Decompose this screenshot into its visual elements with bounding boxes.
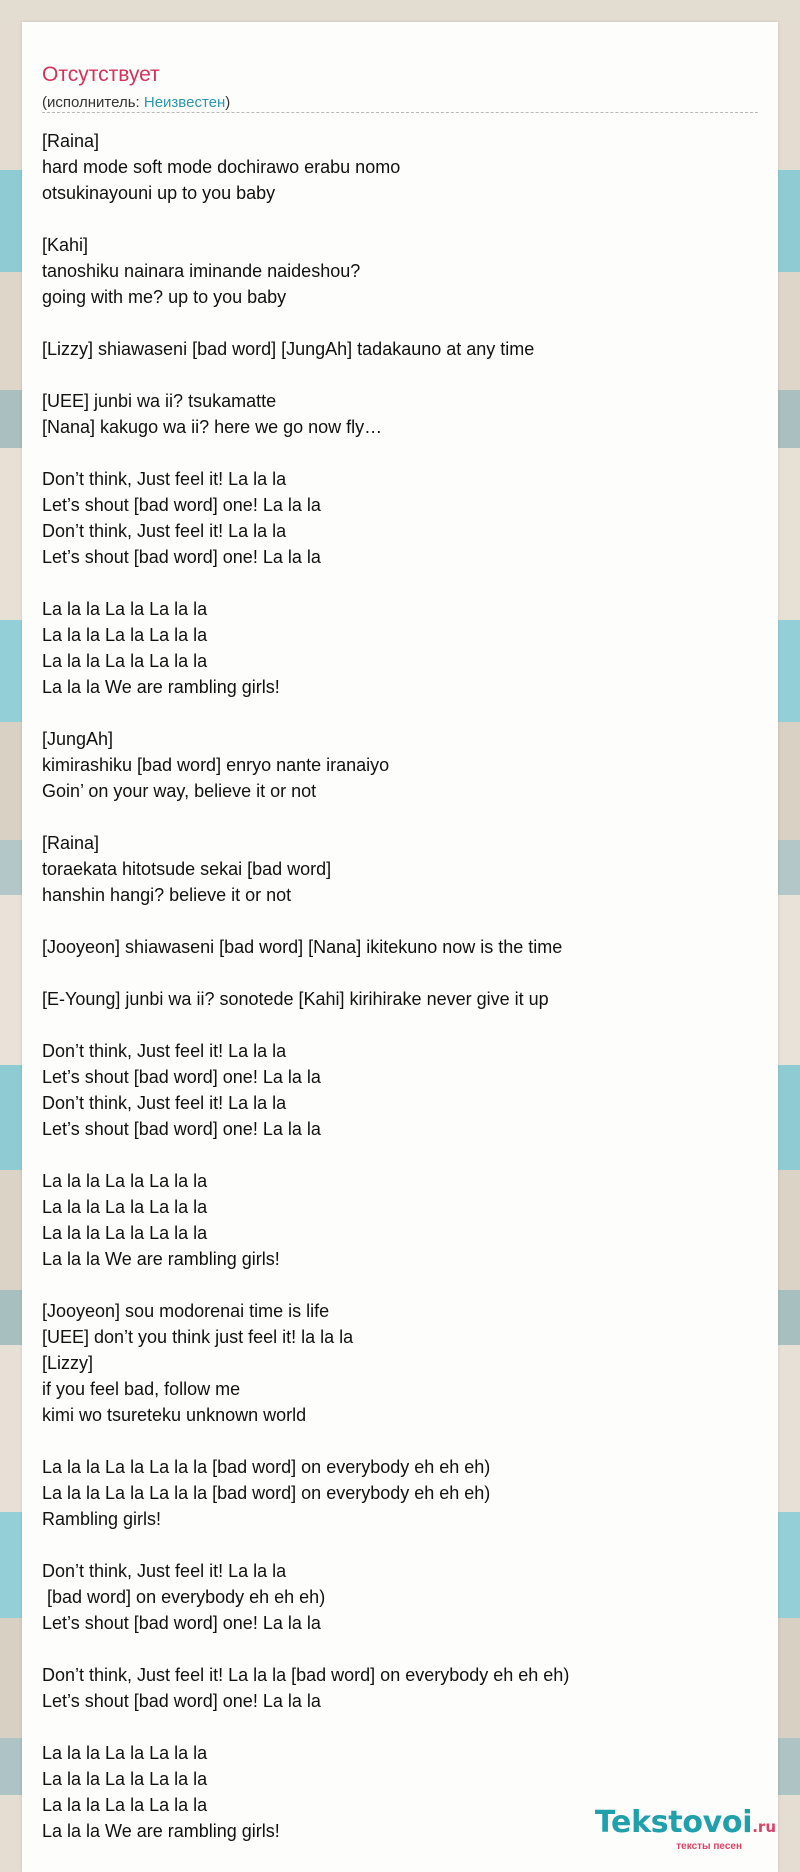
lyric-line: La la la We are rambling girls! bbox=[42, 1821, 280, 1841]
lyric-line: [UEE] don’t you think just feel it! la la la bbox=[42, 1327, 354, 1347]
lyric-line bbox=[42, 1272, 758, 1298]
lyric-line: La la la La la La la la [bad word] on everybody eh eh eh) bbox=[42, 1483, 491, 1503]
lyric-line bbox=[42, 960, 758, 986]
lyric-line bbox=[42, 206, 758, 232]
lyric-line: [Nana] kakugo wa ii? here we go now fly… bbox=[42, 417, 383, 437]
logo-tagline: тексты песен bbox=[676, 1841, 742, 1852]
logo-name: Tekstovoi bbox=[594, 1805, 753, 1840]
lyric-line bbox=[42, 362, 758, 388]
lyric-line: Don’t think, Just feel it! La la la bbox=[42, 1093, 287, 1113]
lyric-line: Let’s shout [bad word] one! La la la bbox=[42, 495, 321, 515]
lyric-line: kimirashiku [bad word] enryo nante iranaiyo bbox=[42, 755, 390, 775]
lyric-line: [Raina] bbox=[42, 131, 100, 151]
lyric-line: Goin’ on your way, believe it or not bbox=[42, 781, 317, 801]
lyric-line: La la la La la La la la [bad word] on everybody eh eh eh) bbox=[42, 1457, 491, 1477]
lyric-line: Don’t think, Just feel it! La la la bbox=[42, 469, 287, 489]
lyric-line: Let’s shout [bad word] one! La la la bbox=[42, 1067, 321, 1087]
lyric-line: Don’t think, Just feel it! La la la bbox=[42, 521, 287, 541]
lyric-line: Don’t think, Just feel it! La la la [bad word] on everybody eh eh eh) bbox=[42, 1665, 570, 1685]
lyric-line: Rambling girls! bbox=[42, 1509, 162, 1529]
song-header bbox=[42, 42, 758, 113]
lyric-line: [JungAh] bbox=[42, 729, 114, 749]
song-title: Отсутствует bbox=[42, 63, 160, 86]
lyrics-card bbox=[22, 22, 778, 1872]
lyric-line: La la la We are rambling girls! bbox=[42, 677, 280, 697]
lyric-line: going with me? up to you baby bbox=[42, 287, 287, 307]
lyric-line: Don’t think, Just feel it! La la la bbox=[42, 1041, 287, 1061]
lyric-line: [Lizzy] shiawaseni [bad word] [JungAh] tadakauno at any time bbox=[42, 339, 535, 359]
lyric-line: [UEE] junbi wa ii? tsukamatte bbox=[42, 391, 277, 411]
lyric-line: kimi wo tsureteku unknown world bbox=[42, 1405, 307, 1425]
lyric-line: tanoshiku nainara iminande naideshou? bbox=[42, 261, 361, 281]
lyric-line bbox=[42, 1012, 758, 1038]
lyric-line: hanshin hangi? believe it or not bbox=[42, 885, 292, 905]
site-logo[interactable] bbox=[570, 1805, 776, 1858]
lyric-line bbox=[42, 440, 758, 466]
lyric-line: Don’t think, Just feel it! La la la bbox=[42, 1561, 287, 1581]
lyric-line: otsukinayouni up to you baby bbox=[42, 183, 276, 203]
lyric-line: La la la La la La la la bbox=[42, 625, 208, 645]
lyric-line: hard mode soft mode dochirawo erabu nomo bbox=[42, 157, 401, 177]
lyric-line: La la la La la La la la bbox=[42, 1743, 208, 1763]
lyric-line bbox=[42, 1636, 758, 1662]
lyric-line: Let’s shout [bad word] one! La la la bbox=[42, 547, 321, 567]
lyric-line: La la la La la La la la bbox=[42, 1171, 208, 1191]
lyric-line bbox=[42, 908, 758, 934]
lyric-line: [Raina] bbox=[42, 833, 100, 853]
lyric-line: La la la La la La la la bbox=[42, 1223, 208, 1243]
lyric-line: La la la We are rambling girls! bbox=[42, 1249, 280, 1269]
lyric-line bbox=[42, 700, 758, 726]
logo-tld: .ru bbox=[752, 1818, 776, 1836]
artist-suffix: ) bbox=[225, 94, 231, 111]
lyric-line: [bad word] on everybody eh eh eh) bbox=[42, 1587, 326, 1607]
lyric-line bbox=[42, 570, 758, 596]
lyric-line: [Jooyeon] sou modorenai time is life bbox=[42, 1301, 330, 1321]
logo-wordmark bbox=[594, 1805, 776, 1840]
lyric-line: [Kahi] bbox=[42, 235, 89, 255]
lyric-line: Let’s shout [bad word] one! La la la bbox=[42, 1691, 321, 1711]
lyric-line bbox=[42, 804, 758, 830]
lyric-line bbox=[42, 1532, 758, 1558]
lyric-line: La la la La la La la la bbox=[42, 1795, 208, 1815]
lyric-line bbox=[42, 310, 758, 336]
lyric-line: La la la La la La la la bbox=[42, 651, 208, 671]
lyric-line: Let’s shout [bad word] one! La la la bbox=[42, 1613, 321, 1633]
artist-line bbox=[42, 95, 230, 110]
artist-link[interactable]: Неизвестен bbox=[143, 94, 226, 111]
lyric-line: [Lizzy] bbox=[42, 1353, 94, 1373]
lyric-line: toraekata hitotsude sekai [bad word] bbox=[42, 859, 332, 879]
lyric-line: La la la La la La la la bbox=[42, 1197, 208, 1217]
lyric-line: Let’s shout [bad word] one! La la la bbox=[42, 1119, 321, 1139]
lyric-line bbox=[42, 1428, 758, 1454]
lyric-line bbox=[42, 1714, 758, 1740]
lyrics-text bbox=[42, 128, 758, 1844]
lyric-line: [E-Young] junbi wa ii? sonotede [Kahi] kirihirake never give it up bbox=[42, 989, 549, 1009]
lyric-line bbox=[42, 1142, 758, 1168]
lyric-line: La la la La la La la la bbox=[42, 599, 208, 619]
lyric-line: [Jooyeon] shiawaseni [bad word] [Nana] ikitekuno now is the time bbox=[42, 937, 563, 957]
lyric-line: if you feel bad, follow me bbox=[42, 1379, 241, 1399]
lyric-line: La la la La la La la la bbox=[42, 1769, 208, 1789]
artist-prefix: (исполнитель: bbox=[42, 94, 144, 111]
